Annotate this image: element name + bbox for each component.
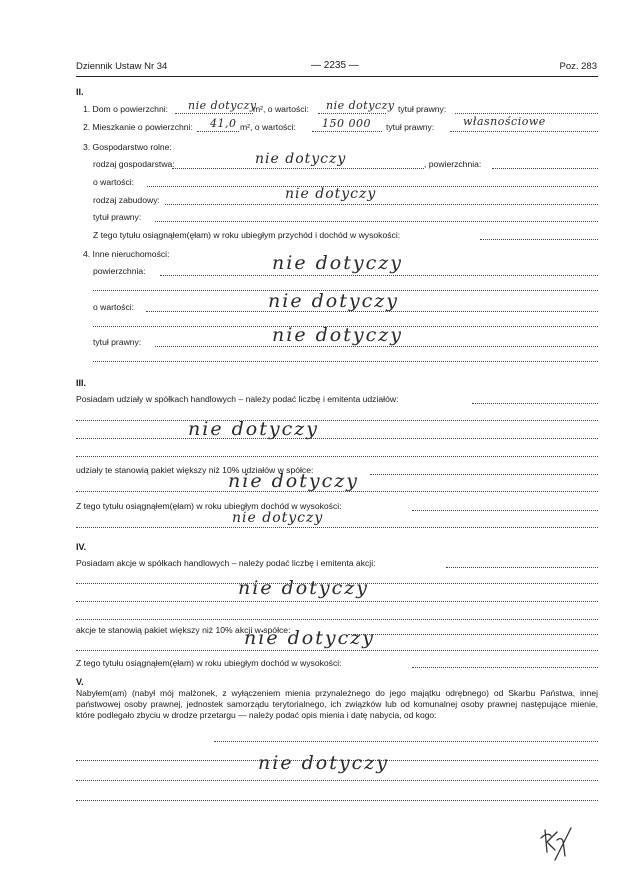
- shares-packet-label: udziały te stanowią pakiet większy niż 10% udziałów w spółce:: [76, 465, 314, 475]
- other-area-line[interactable]: [160, 275, 598, 276]
- flat-value-line[interactable]: [312, 131, 382, 132]
- stocks-packet-value: nie dotyczy: [244, 627, 375, 649]
- farm-build-label: rodzaj zabudowy:: [93, 195, 160, 205]
- stocks-line-4[interactable]: [76, 619, 598, 620]
- shares-income-value: nie dotyczy: [232, 510, 324, 526]
- flat-title-line[interactable]: [450, 131, 598, 132]
- shares-line[interactable]: [472, 403, 598, 404]
- initials-signature-icon: [535, 822, 575, 862]
- other-area-value: nie dotyczy: [272, 252, 403, 274]
- position-number: Poz. 283: [559, 61, 597, 72]
- flat-label: 2. Mieszkanie o powierzchni:: [83, 122, 193, 132]
- farm-build-line[interactable]: [165, 204, 598, 205]
- farm-type-line[interactable]: [172, 168, 424, 169]
- acquisition-line-3[interactable]: [76, 780, 598, 781]
- page-number: — 2235 —: [311, 60, 359, 71]
- stocks-packet-label: akcje te stanowią pakiet większy niż 10% akcji w spółce:: [76, 625, 291, 635]
- shares-line-2[interactable]: [76, 420, 598, 421]
- flat-area-value: 41,0: [210, 117, 237, 130]
- farm-title-label: tytuł prawny:: [93, 212, 142, 222]
- stocks-income-line[interactable]: [412, 667, 598, 668]
- farm-area-label: , powierzchnia:: [424, 159, 482, 169]
- header-rule: [76, 76, 598, 77]
- acquisition-line[interactable]: [214, 741, 598, 742]
- farm-income-label: Z tego tytułu osiągnąłem(ęłam) w roku ubiegłym przychód i dochód w wysokości:: [93, 230, 401, 240]
- page-header: [76, 61, 597, 75]
- section-2-heading: II.: [76, 87, 84, 97]
- flat-label-title: tytuł prawny:: [386, 122, 435, 132]
- farm-type-label: rodzaj gospodarstwa:: [93, 159, 175, 169]
- other-label: 4. Inne nieruchomości:: [83, 249, 170, 259]
- other-value-label: o wartości:: [93, 302, 135, 312]
- farm-type-value: nie dotyczy: [255, 151, 347, 167]
- shares-packet-line[interactable]: [370, 474, 598, 475]
- farm-area-line[interactable]: [492, 168, 598, 169]
- acquisition-text: Nabyłem(am) (nabył mój małżonek, z wyłączeniem mienia przynależnego do jego majątku odrębnego) od Skarbu Państwa, innej państwowej osoby prawnej, jednostek samorządu terytorialnego, ich związków lub od komunalnej osoby prawnej następujące mienie, które podlegało zbyciu w drodze przetargu — należy podać opis mienia i datę nabycia, od kogo:: [76, 688, 598, 720]
- flat-area-line[interactable]: [197, 131, 239, 132]
- acquisition-line-4[interactable]: [76, 800, 598, 801]
- other-title-label: tytuł prawny:: [93, 337, 142, 347]
- stocks-packet-line-2[interactable]: [76, 650, 598, 651]
- shares-income-line-2[interactable]: [76, 527, 598, 528]
- shares-packet-value: nie dotyczy: [228, 470, 359, 492]
- house-title-line[interactable]: [455, 113, 598, 114]
- flat-label-value: m², o wartości:: [240, 122, 296, 132]
- stocks-line[interactable]: [446, 567, 598, 568]
- shares-income-label: Z tego tytułu osiągnąłem(ęłam) w roku ubiegłym dochód w wysokości:: [76, 501, 342, 511]
- other-value-value: nie dotyczy: [268, 290, 399, 312]
- journal-name: Dziennik Ustaw Nr 34: [76, 61, 168, 72]
- house-label-value: m², o wartości:: [253, 104, 309, 114]
- acquisition-value: nie dotyczy: [258, 752, 389, 774]
- section-4-heading: IV.: [76, 542, 87, 552]
- section-5-heading: V.: [76, 677, 84, 687]
- house-value-value: nie dotyczy: [326, 99, 395, 112]
- flat-title-value: własnościowe: [463, 115, 546, 128]
- stocks-income-label: Z tego tytułu osiągnąłem(ęłam) w roku ubiegłym dochód w wysokości:: [76, 658, 342, 668]
- section-3-heading: III.: [76, 378, 87, 388]
- shares-packet-line-2[interactable]: [76, 491, 598, 492]
- shares-income-line[interactable]: [412, 510, 598, 511]
- stocks-value: nie dotyczy: [238, 577, 369, 599]
- house-value-line[interactable]: [318, 113, 386, 114]
- other-title-line[interactable]: [155, 346, 598, 347]
- farm-title-line[interactable]: [155, 221, 598, 222]
- farm-income-line[interactable]: [480, 239, 598, 240]
- stocks-label: Posiadam akcje w spółkach handlowych – należy podać liczbę i emitenta akcji:: [76, 558, 376, 568]
- shares-line-4[interactable]: [76, 456, 598, 457]
- shares-value: nie dotyczy: [188, 418, 319, 440]
- house-area-line[interactable]: [175, 113, 253, 114]
- shares-label: Posiadam udziały w spółkach handlowych – należy podać liczbę i emitenta udziałów:: [76, 394, 399, 404]
- farm-value-label: o wartości:: [93, 177, 135, 187]
- flat-value-value: 150 000: [322, 117, 371, 130]
- stocks-line-3[interactable]: [76, 601, 598, 602]
- house-label-title: tytuł prawny:: [398, 104, 447, 114]
- house-area-value: nie dotyczy: [188, 99, 257, 112]
- shares-line-3[interactable]: [76, 438, 598, 439]
- other-title-value: nie dotyczy: [272, 324, 403, 346]
- other-area-label: powierzchnia:: [93, 266, 146, 276]
- house-label: 1. Dom o powierzchni:: [83, 104, 169, 114]
- farm-label: 3. Gospodarstwo rolne:: [83, 142, 172, 152]
- stocks-packet-line[interactable]: [348, 634, 598, 635]
- other-title-line-2[interactable]: [93, 361, 598, 362]
- farm-build-value: nie dotyczy: [285, 186, 377, 202]
